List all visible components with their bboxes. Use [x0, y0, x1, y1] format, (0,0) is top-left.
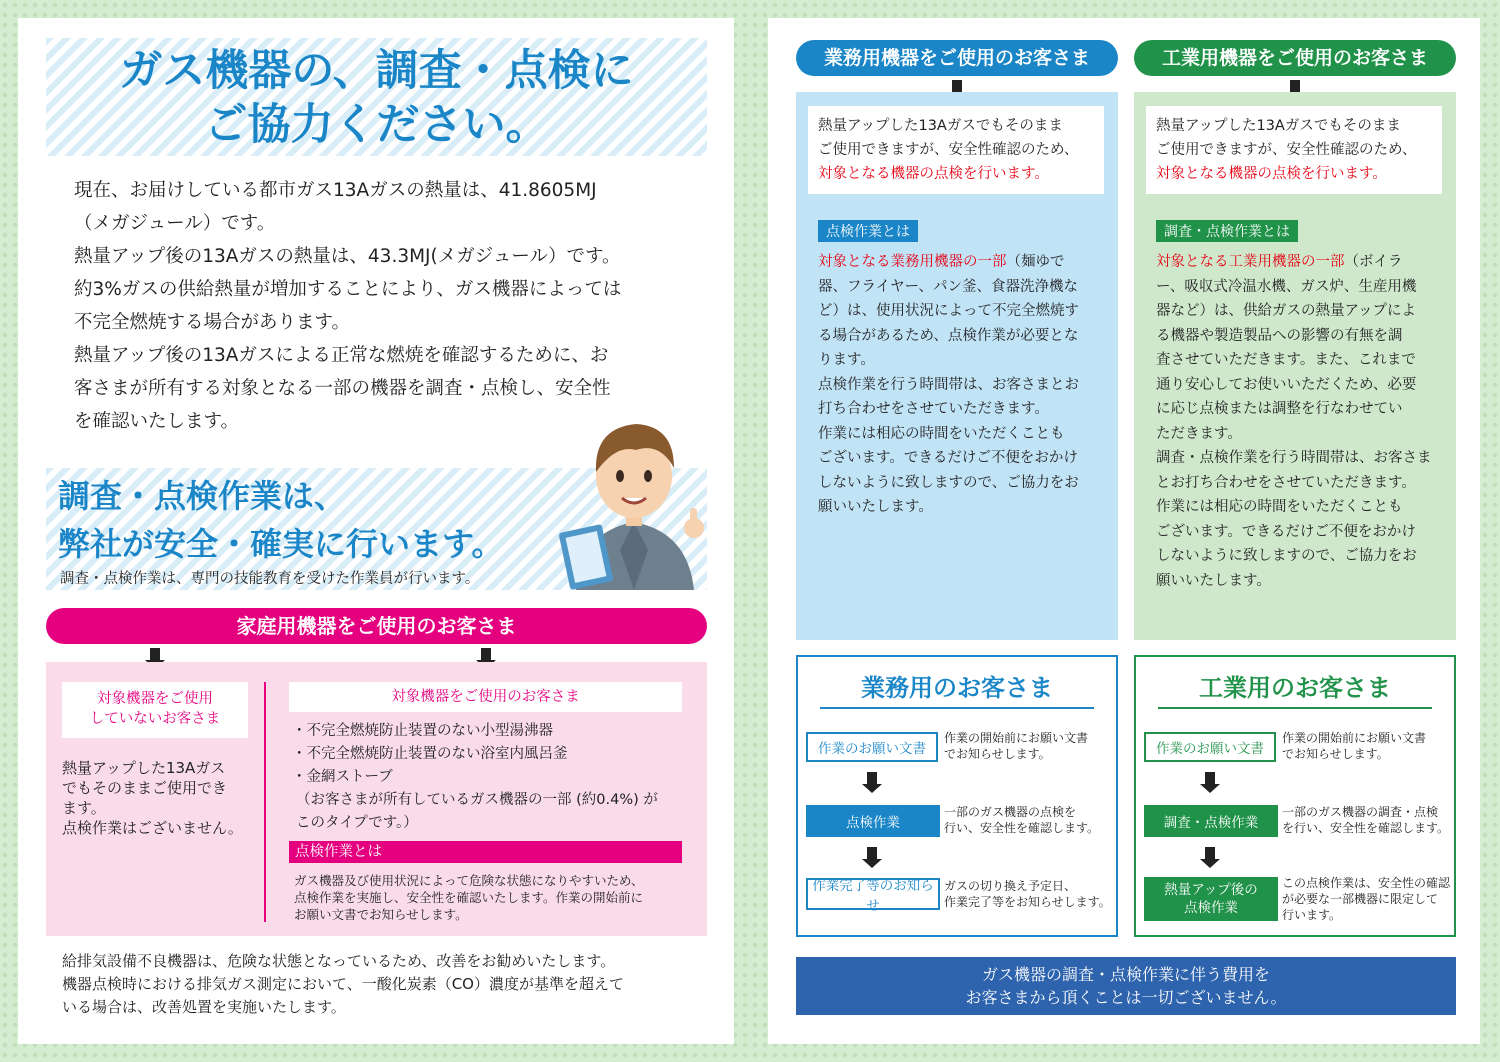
- industrial-tag: 調査・点検作業とは: [1156, 220, 1298, 242]
- business-body-line: 点検作業を行う時間帯は、お客さまとお: [818, 376, 1079, 393]
- industrial-body-line: る機器や製造製品への影響の有無を調: [1156, 327, 1403, 344]
- intro-line: 不完全燃焼する場合があります。: [74, 312, 351, 333]
- industrial-body-line: しないように致しますので、ご協力をお: [1156, 548, 1417, 564]
- subtitle: [58, 472, 503, 568]
- flow-desc-line: 作業の開始前にお願い文書: [944, 731, 1089, 745]
- worker-illustration: [556, 410, 716, 590]
- industrial-intro-red: 対象となる機器の点検を行います。: [1156, 166, 1387, 182]
- industrial-flow-title-underline: [1158, 707, 1432, 709]
- industrial-body-line0: [1156, 250, 1448, 275]
- using-item: ・不完全燃焼防止装置のない小型湯沸器: [292, 723, 553, 739]
- business-body-line: ります。: [818, 352, 875, 368]
- business-intro-line: ご使用できますが、安全性確認のため、: [818, 142, 1079, 158]
- not-using-title-line1: 対象機器をご使用: [97, 691, 213, 707]
- using-item: ・不完全燃焼防止装置のない浴室内風呂釜: [292, 746, 568, 762]
- cost-note-line2: お客さまから頂くことは一切ございません。: [965, 988, 1287, 1007]
- business-flow-desc2: [944, 804, 1099, 836]
- flow-desc-line: でお知らせします。: [944, 747, 1051, 761]
- industrial-step3-line2: 点検作業: [1184, 900, 1238, 916]
- not-using-line: ます。: [62, 799, 106, 817]
- business-tag: 点検作業とは: [818, 220, 918, 242]
- industrial-body-rest: （ボイラ: [1344, 254, 1403, 270]
- industrial-body-line: ー、吸収式冷温水機、ガス炉、生産用機: [1156, 278, 1417, 295]
- business-body-line0: [818, 250, 1110, 275]
- household-inspection-tag: 点検作業とは: [289, 841, 682, 863]
- business-flow-desc1: [944, 730, 1088, 762]
- business-body-line: ど）は、使用状況によって不完全燃焼す: [818, 303, 1079, 319]
- industrial-body-line: に応じ点検または調整を行なわせてい: [1156, 401, 1403, 417]
- industrial-intro-line: 熱量アップした13Aガスでもそのまま: [1156, 118, 1401, 134]
- business-flow-step1: 作業のお願い文書: [806, 732, 938, 762]
- cost-note: [796, 957, 1456, 1015]
- intro-text: [74, 174, 714, 438]
- industrial-flow-step1: 作業のお願い文書: [1144, 732, 1276, 762]
- inspection-line: 点検作業を実施し、安全性を確認いたします。作業の開始前に: [294, 890, 644, 905]
- intro-line: 約3%ガスの供給熱量が増加することにより、ガス機器によっては: [74, 279, 622, 300]
- flow-desc-line: を行い、安全性を確認します。: [1282, 821, 1450, 835]
- using-items: [292, 720, 658, 835]
- main-title-line2: ご協力ください。: [204, 100, 549, 150]
- industrial-intro-line: ご使用できますが、安全性確認のため、: [1156, 142, 1417, 158]
- business-body-line: 作業には相応の時間をいただくことも: [818, 425, 1065, 442]
- intro-line: 現在、お届けしている都市ガス13Aガスの熱量は、41.8605MJ: [74, 180, 597, 201]
- business-body-line: ございます。できるだけご不便をおかけ: [818, 450, 1078, 466]
- flow-desc-line: 一部のガス機器の点検を: [944, 805, 1077, 819]
- intro-line: 熱量アップ後の13Aガスによる正常な燃焼を確認するために、お: [74, 345, 609, 366]
- business-body-line: 願いいたします。: [818, 499, 933, 515]
- industrial-body-line: 調査・点検作業を行う時間帯は、お客さま: [1156, 450, 1432, 466]
- business-intro-red: 対象となる機器の点検を行います。: [818, 166, 1049, 182]
- footer-note: いる場合は、改善処置を実施いたします。: [62, 998, 346, 1016]
- business-intro-box: [808, 106, 1104, 194]
- industrial-flow-desc2: [1282, 804, 1449, 836]
- intro-line: 熱量アップ後の13Aガスの熱量は、43.3MJ(メガジュール）です。: [74, 246, 621, 267]
- flow-desc-line: この点検作業は、安全性の確認: [1282, 876, 1451, 890]
- not-using-body: [62, 758, 243, 838]
- flow-desc-line: でお知らせします。: [1282, 747, 1389, 761]
- industrial-step3-line1: 熱量アップ後の: [1164, 882, 1258, 898]
- intro-line: 客さまが所有する対象となる一部の機器を調査・点検し、安全性: [74, 378, 611, 399]
- not-using-line: 熱量アップした13Aガス: [62, 759, 226, 777]
- flow-desc-line: 作業完了等をお知らせします。: [944, 895, 1111, 909]
- business-body-red: 対象となる業務用機器の一部: [818, 254, 1007, 270]
- footer-note: 給排気設備不良機器は、危険な状態となっているため、改善をお勧めいたします。: [62, 952, 616, 970]
- using-item: （お客さまが所有しているガス機器の一部 (約0.4%) が: [296, 792, 658, 808]
- footer-notes: [62, 950, 624, 1019]
- main-title-line1: ガス機器の、調査・点検に: [119, 46, 634, 96]
- business-flow-desc3: [944, 878, 1111, 910]
- main-title: [46, 44, 707, 152]
- business-body-line: る場合があるため、点検作業が必要とな: [818, 327, 1079, 344]
- industrial-flow-title: 工業用のお客さま: [1199, 674, 1391, 702]
- flow-desc-line: 一部のガス機器の調査・点検: [1282, 805, 1439, 819]
- industrial-body-line: 査させていただきます。また、これまで: [1156, 352, 1416, 368]
- flow-desc-line: が必要な一部機器に限定して: [1282, 892, 1439, 906]
- cost-note-line1: ガス機器の調査・点検作業に伴う費用を: [981, 965, 1270, 984]
- not-using-title: [62, 682, 248, 738]
- using-item: このタイプです。）: [296, 815, 418, 831]
- business-header: 業務用機器をご使用のお客さま: [796, 40, 1118, 76]
- business-body-rest: （麺ゆで: [1006, 254, 1065, 270]
- footer-note: 機器点検時における排気ガス測定において、一酸化炭素（CO）濃度が基準を超えて: [62, 975, 624, 993]
- household-inspection-body: [294, 872, 644, 923]
- inspection-line: お願い文書でお知らせします。: [294, 907, 468, 922]
- using-item: ・金網ストーブ: [292, 769, 393, 785]
- industrial-intro-box: [1146, 106, 1442, 194]
- flow-desc-line: 行い、安全性を確認します。: [944, 821, 1100, 835]
- using-title: 対象機器をご使用のお客さま: [289, 682, 682, 712]
- intro-line: （メガジュール）です。: [74, 213, 276, 234]
- intro-line: を確認いたします。: [74, 411, 240, 432]
- industrial-flow-desc3: [1282, 875, 1450, 923]
- industrial-flow-step2: 調査・点検作業: [1144, 805, 1278, 837]
- business-body-line: 打ち合わせをさせていただきます。: [818, 401, 1049, 417]
- business-intro-line: 熱量アップした13Aガスでもそのまま: [818, 118, 1063, 134]
- flow-desc-line: 作業の開始前にお願い文書: [1282, 731, 1427, 745]
- household-header: 家庭用機器をご使用のお客さま: [46, 608, 707, 644]
- business-flow-title: 業務用のお客さま: [861, 674, 1053, 702]
- business-flow-title-underline: [820, 707, 1094, 709]
- not-using-line: でもそのままご使用でき: [62, 779, 228, 797]
- industrial-header: 工業用機器をご使用のお客さま: [1134, 40, 1456, 76]
- industrial-body-line: とお打ち合わせをさせていただきます。: [1156, 474, 1416, 491]
- business-body: [818, 250, 1110, 520]
- industrial-body-line: 作業には相応の時間をいただくことも: [1156, 499, 1403, 515]
- industrial-body-line: 願いいたします。: [1156, 572, 1271, 589]
- industrial-body-line: ございます。できるだけご不便をおかけ: [1156, 523, 1416, 540]
- industrial-body-red: 対象となる工業用機器の一部: [1156, 254, 1345, 270]
- flow-desc-line: ガスの切り換え予定日、: [944, 879, 1077, 893]
- subtitle-line1: 調査・点検作業は、: [58, 477, 347, 515]
- industrial-body: [1156, 250, 1448, 593]
- industrial-body-line: ただきます。: [1156, 425, 1242, 442]
- inspection-line: ガス機器及び使用状況によって危険な状態になりやすいため、: [294, 873, 644, 888]
- business-flow-step3: 作業完了等のお知らせ: [806, 878, 940, 910]
- subtitle-note: 調査・点検作業は、専門の技能教育を受けた作業員が行います。: [60, 571, 480, 587]
- industrial-flow-step3: [1144, 877, 1278, 921]
- industrial-body-line: 通り安心してお使いいただくため、必要: [1156, 376, 1417, 393]
- not-using-line: 点検作業はございません。: [62, 819, 243, 837]
- business-body-line: しないように致しますので、ご協力をお: [818, 474, 1079, 491]
- industrial-flow-desc1: [1282, 730, 1426, 762]
- flow-desc-line: 行います。: [1282, 908, 1342, 922]
- industrial-body-line: 器など）は、供給ガスの熱量アップによ: [1156, 303, 1416, 319]
- not-using-title-line2: していないお客さま: [89, 711, 221, 727]
- subtitle-line2: 弊社が安全・確実に行います。: [58, 525, 504, 563]
- business-flow-step2: 点検作業: [806, 805, 940, 837]
- business-body-line: 器、フライヤー、パン釜、食器洗浄機な: [818, 278, 1078, 295]
- household-divider: [264, 682, 266, 922]
